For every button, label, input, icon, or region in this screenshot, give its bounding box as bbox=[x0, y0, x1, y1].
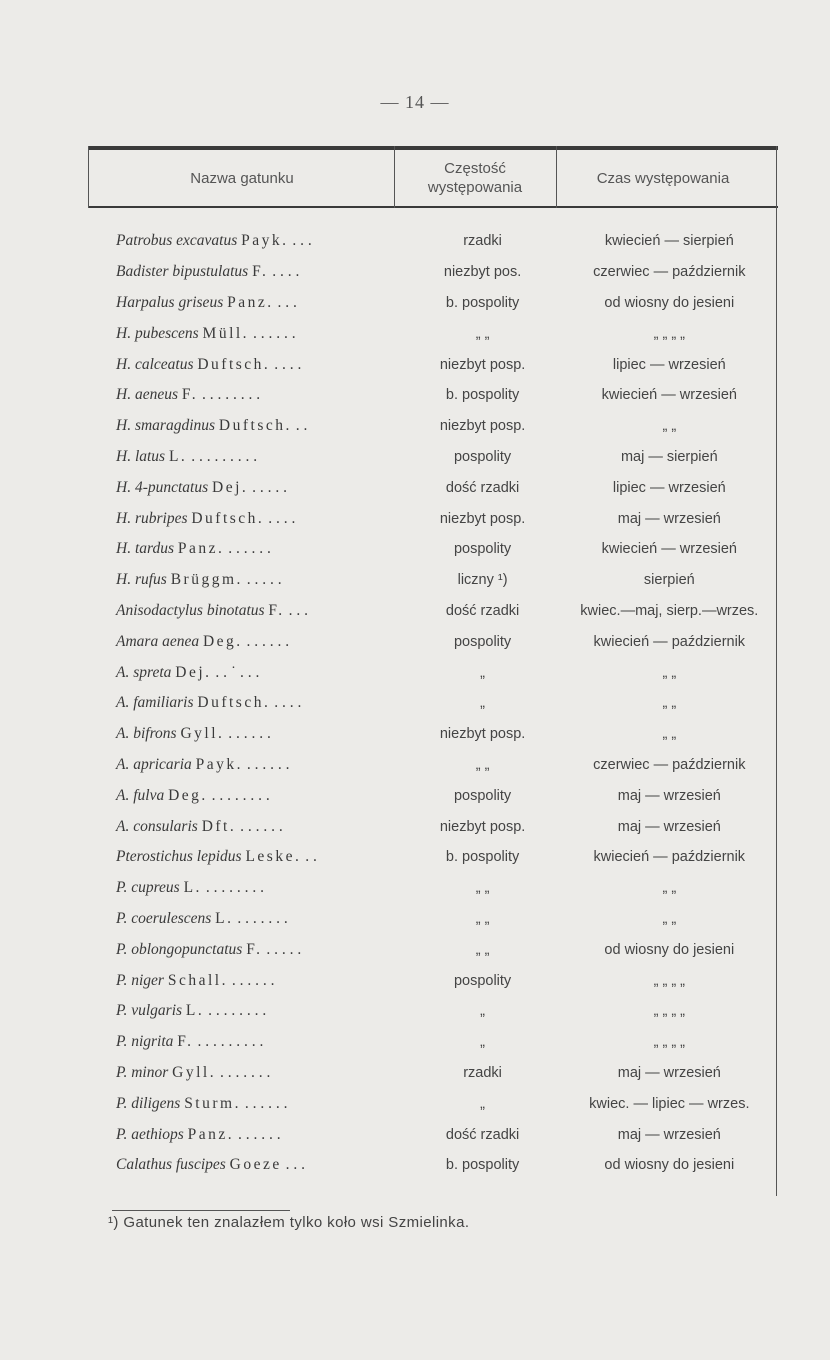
header-divider-2 bbox=[556, 146, 557, 208]
species-author: F. bbox=[252, 263, 269, 281]
species-frequency: b. pospolity bbox=[445, 1157, 520, 1174]
leader-dots: . . . . . . bbox=[224, 725, 271, 743]
header-frequency-line1: Częstość bbox=[444, 160, 506, 177]
species-genus: Calathus fuscipes bbox=[116, 1156, 226, 1174]
table-row bbox=[88, 1119, 778, 1150]
species-genus: A. apricaria bbox=[116, 755, 192, 773]
table-row bbox=[88, 1027, 778, 1058]
leader-dots: . . . . . . . bbox=[233, 909, 288, 927]
table-row bbox=[88, 257, 778, 288]
species-time: od wiosny do jesieni bbox=[604, 941, 735, 958]
leader-dots: . . . . . . . . bbox=[201, 879, 264, 897]
species-name bbox=[88, 818, 405, 836]
table-row bbox=[88, 780, 778, 811]
species-name bbox=[88, 294, 405, 312]
species-time: od wiosny do jesieni bbox=[604, 1157, 735, 1174]
species-time: „ „ „ „ bbox=[653, 972, 686, 989]
species-author: Dft. bbox=[201, 817, 237, 835]
species-author: Panz. bbox=[227, 293, 274, 311]
species-genus: H. calceatus bbox=[116, 355, 194, 373]
species-frequency: „ bbox=[480, 1034, 485, 1051]
species-genus: P. diligens bbox=[116, 1094, 181, 1112]
species-time: kwiecień — wrzesień bbox=[601, 387, 737, 404]
species-frequency: „ bbox=[480, 1003, 485, 1020]
leader-dots: . . . . bbox=[268, 263, 300, 281]
species-author: L. bbox=[215, 909, 234, 927]
species-genus: H. pubescens bbox=[116, 324, 199, 342]
species-name bbox=[88, 232, 405, 250]
table-row bbox=[88, 1150, 778, 1181]
table-row bbox=[88, 565, 778, 596]
header-frequency bbox=[396, 159, 554, 197]
species-frequency: dość rzadki bbox=[445, 479, 520, 496]
species-genus: H. smaragdinus bbox=[116, 417, 216, 435]
species-author: Deg. bbox=[168, 786, 208, 804]
species-time: „ „ „ „ bbox=[653, 1034, 686, 1051]
species-genus: P. oblongopunctatus bbox=[116, 940, 243, 958]
table-row bbox=[88, 380, 778, 411]
leader-dots: . . . . . . bbox=[240, 1094, 288, 1112]
species-time: kwiecień — wrzesień bbox=[601, 541, 737, 558]
species-frequency: niezbyt posp. bbox=[439, 726, 526, 743]
header-frequency-line2: występowania bbox=[427, 179, 523, 196]
species-genus: Pterostichus lepidus bbox=[116, 848, 242, 866]
leader-dots: . . . . . . . . bbox=[207, 786, 270, 804]
leader-dots: . . bbox=[301, 848, 317, 866]
species-time: czerwiec — październik bbox=[593, 756, 746, 773]
header-divider-1 bbox=[394, 146, 395, 208]
species-name bbox=[88, 664, 405, 682]
species-name bbox=[88, 325, 405, 343]
species-author: Müll. bbox=[202, 324, 250, 342]
leader-dots: . . . . bbox=[270, 355, 302, 373]
species-frequency: „ bbox=[480, 695, 485, 712]
leader-dots: . . . . . . bbox=[249, 324, 296, 342]
species-genus: A. familiaris bbox=[116, 694, 194, 712]
species-time: kwiecień — październik bbox=[593, 633, 746, 650]
species-time: czerwiec — październik bbox=[593, 264, 746, 281]
leader-dots: . . . . . bbox=[262, 940, 302, 958]
species-author: L. bbox=[168, 447, 188, 465]
species-time: „ „ bbox=[662, 418, 677, 435]
species-genus: H. 4-punctatus bbox=[116, 478, 209, 496]
species-author: Gyll. bbox=[172, 1063, 217, 1081]
species-name bbox=[88, 1033, 405, 1051]
species-name bbox=[88, 910, 405, 928]
table-row bbox=[88, 226, 778, 257]
species-time: „ „ bbox=[662, 695, 677, 712]
species-frequency: pospolity bbox=[453, 448, 512, 465]
species-genus: H. rubripes bbox=[116, 509, 188, 527]
leader-dots: . . . . . . bbox=[236, 817, 283, 835]
footnote-marker: ¹) bbox=[108, 1214, 119, 1231]
species-name bbox=[88, 263, 405, 281]
table-row bbox=[88, 934, 778, 965]
table-row bbox=[88, 472, 778, 503]
species-author: Payk. bbox=[241, 232, 289, 250]
leader-dots: . . . bbox=[284, 601, 308, 619]
species-genus: Badister bipustulatus bbox=[116, 263, 249, 281]
species-time: „ „ bbox=[662, 880, 677, 897]
footnote bbox=[108, 1214, 469, 1231]
species-frequency: pospolity bbox=[453, 633, 512, 650]
table-row bbox=[88, 873, 778, 904]
species-author: Duftsch. bbox=[191, 509, 265, 527]
leader-dots: . . . bbox=[281, 1156, 306, 1174]
species-frequency: b. pospolity bbox=[445, 387, 520, 404]
species-name bbox=[88, 633, 405, 651]
species-name bbox=[88, 417, 405, 435]
leader-dots: . . . . . . . bbox=[216, 1063, 271, 1081]
species-author: Panz. bbox=[177, 540, 225, 558]
species-genus: P. nigrita bbox=[116, 1033, 174, 1051]
species-author: Sturm. bbox=[184, 1094, 241, 1112]
species-frequency: b. pospolity bbox=[445, 849, 520, 866]
species-author: Dej. bbox=[175, 663, 212, 681]
species-author: Deg. bbox=[202, 632, 243, 650]
leader-dots: . . . . . . bbox=[224, 540, 271, 558]
table-row bbox=[88, 657, 778, 688]
table-row bbox=[88, 842, 778, 873]
species-frequency: niezbyt posp. bbox=[439, 818, 526, 835]
species-author: Duftsch. bbox=[197, 355, 271, 373]
leader-dots: . . . . . . . . bbox=[204, 1002, 267, 1020]
table-row bbox=[88, 318, 778, 349]
footnote-text: Gatunek ten znalazłem tylko koło wsi Szmielinka. bbox=[123, 1214, 470, 1231]
leader-dots: . . . bbox=[288, 232, 312, 250]
species-author: Payk. bbox=[195, 755, 244, 773]
species-name bbox=[88, 941, 405, 959]
species-frequency: liczny ¹) bbox=[457, 572, 508, 589]
species-name bbox=[88, 725, 405, 743]
species-genus: A. spreta bbox=[116, 663, 172, 681]
table-row bbox=[88, 688, 778, 719]
species-author: Leske. bbox=[245, 848, 302, 866]
species-name bbox=[88, 848, 405, 866]
table-row bbox=[88, 626, 778, 657]
species-frequency: niezbyt posp. bbox=[439, 418, 526, 435]
header-name: Nazwa gatunku bbox=[190, 169, 294, 187]
species-name bbox=[88, 694, 405, 712]
species-genus: P. aethiops bbox=[116, 1125, 184, 1143]
species-frequency: dość rzadki bbox=[445, 1126, 520, 1143]
leader-dots: . . bbox=[291, 417, 308, 435]
species-genus: P. coerulescens bbox=[116, 909, 212, 927]
leader-dots: . . . . . . bbox=[242, 632, 290, 650]
table-row bbox=[88, 596, 778, 627]
species-author: Panz. bbox=[187, 1125, 235, 1143]
species-author: F. bbox=[246, 940, 263, 958]
leader-dots: . . . . . . . . . bbox=[193, 1033, 264, 1051]
species-frequency: niezbyt posp. bbox=[439, 510, 526, 527]
species-name bbox=[88, 448, 405, 466]
species-author: F. bbox=[181, 386, 199, 404]
species-author: Schall. bbox=[167, 971, 228, 989]
species-frequency: „ „ bbox=[475, 325, 490, 342]
leader-dots: . . . . . . bbox=[234, 1125, 281, 1143]
species-frequency: niezbyt pos. bbox=[443, 264, 522, 281]
species-genus: A. bifrons bbox=[116, 725, 177, 743]
species-time: kwiec. — lipiec — wrzes. bbox=[589, 1095, 750, 1112]
header-time: Czas występowania bbox=[596, 169, 730, 187]
leader-dots: . . . . . . bbox=[227, 971, 275, 989]
species-name bbox=[88, 356, 405, 374]
species-genus: P. vulgaris bbox=[116, 1002, 183, 1020]
species-author: F. bbox=[177, 1033, 194, 1051]
species-time: lipiec — wrzesień bbox=[612, 356, 726, 373]
species-author: F. bbox=[268, 601, 285, 619]
table-row bbox=[88, 811, 778, 842]
species-name bbox=[88, 1126, 405, 1144]
table-right-border bbox=[776, 146, 777, 1196]
leader-dots: . . . . . bbox=[248, 478, 288, 496]
leader-dots: . . . . . . bbox=[243, 755, 290, 773]
species-time: „ „ „ „ bbox=[653, 325, 686, 342]
leader-dots: . . . . . . . . . bbox=[187, 447, 258, 465]
table-row bbox=[88, 442, 778, 473]
species-frequency: „ „ bbox=[475, 756, 490, 773]
species-time: kwiecień — październik bbox=[593, 849, 746, 866]
species-time: maj — wrzesień bbox=[617, 510, 721, 527]
species-time: „ „ „ „ bbox=[653, 1003, 686, 1020]
table-row bbox=[88, 965, 778, 996]
species-genus: Harpalus griseus bbox=[116, 293, 224, 311]
species-name bbox=[88, 756, 405, 774]
species-name bbox=[88, 540, 405, 558]
leader-dots: . . . . bbox=[270, 694, 302, 712]
header-divider-left bbox=[88, 146, 89, 208]
table-row bbox=[88, 534, 778, 565]
species-author: Duftsch. bbox=[197, 694, 271, 712]
page-number: — 14 — bbox=[380, 92, 450, 112]
species-frequency: rzadki bbox=[463, 233, 502, 250]
table-row bbox=[88, 503, 778, 534]
species-genus: Patrobus excavatus bbox=[116, 232, 238, 250]
table-row bbox=[88, 288, 778, 319]
table-row bbox=[88, 411, 778, 442]
species-frequency: pospolity bbox=[453, 787, 512, 804]
species-name bbox=[88, 571, 405, 589]
species-frequency: rzadki bbox=[463, 1064, 502, 1081]
species-author: Gyll. bbox=[180, 725, 225, 743]
species-genus: Anisodactylus binotatus bbox=[116, 601, 265, 619]
species-name bbox=[88, 602, 405, 620]
species-name bbox=[88, 1002, 405, 1020]
leader-dots: . . ˙ . . . bbox=[211, 663, 260, 681]
table-row bbox=[88, 719, 778, 750]
species-genus: A. consularis bbox=[116, 817, 198, 835]
species-author: Duftsch. bbox=[218, 417, 292, 435]
species-frequency: dość rzadki bbox=[445, 602, 520, 619]
species-name bbox=[88, 510, 405, 528]
species-frequency: „ „ bbox=[475, 880, 490, 897]
species-genus: A. fulva bbox=[116, 786, 165, 804]
species-time: od wiosny do jesieni bbox=[604, 294, 735, 311]
footnote-rule bbox=[112, 1210, 290, 1211]
species-frequency: pospolity bbox=[453, 972, 512, 989]
species-genus: P. minor bbox=[116, 1063, 169, 1081]
table-row bbox=[88, 1088, 778, 1119]
species-genus: Amara aenea bbox=[116, 632, 200, 650]
species-time: maj — wrzesień bbox=[617, 787, 721, 804]
species-time: maj — wrzesień bbox=[617, 1126, 721, 1143]
species-time: „ „ bbox=[662, 726, 677, 743]
species-time: sierpień bbox=[643, 572, 695, 589]
leader-dots: . . . . . bbox=[242, 571, 282, 589]
species-genus: H. rufus bbox=[116, 571, 167, 589]
species-name bbox=[88, 1064, 405, 1082]
species-time: „ „ bbox=[662, 910, 677, 927]
leader-dots: . . . . bbox=[264, 509, 296, 527]
species-name bbox=[88, 879, 405, 897]
table-row bbox=[88, 750, 778, 781]
species-author: Brüggm. bbox=[170, 571, 243, 589]
species-name bbox=[88, 972, 405, 990]
species-name bbox=[88, 386, 405, 404]
species-genus: P. cupreus bbox=[116, 879, 180, 897]
species-author: Goeze bbox=[229, 1156, 282, 1174]
species-genus: P. niger bbox=[116, 971, 164, 989]
species-frequency: „ bbox=[480, 664, 485, 681]
species-time: maj — wrzesień bbox=[617, 1064, 721, 1081]
species-author: Dej. bbox=[212, 478, 249, 496]
species-table bbox=[88, 146, 778, 1181]
leader-dots: . . . . . . . . bbox=[198, 386, 261, 404]
species-name bbox=[88, 479, 405, 497]
species-frequency: niezbyt posp. bbox=[439, 356, 526, 373]
species-frequency: „ „ bbox=[475, 941, 490, 958]
species-frequency: b. pospolity bbox=[445, 294, 520, 311]
species-author: L. bbox=[183, 879, 202, 897]
table-row bbox=[88, 996, 778, 1027]
species-time: kwiecień — sierpień bbox=[604, 233, 734, 250]
species-genus: H. latus bbox=[116, 447, 166, 465]
table-row bbox=[88, 1058, 778, 1089]
species-genus: H. tardus bbox=[116, 540, 174, 558]
leader-dots: . . . bbox=[273, 293, 297, 311]
species-author: L. bbox=[185, 1002, 205, 1020]
species-frequency: „ „ bbox=[475, 910, 490, 927]
species-name bbox=[88, 787, 405, 805]
table-row bbox=[88, 349, 778, 380]
species-name bbox=[88, 1156, 405, 1174]
species-time: maj — sierpień bbox=[620, 448, 718, 465]
species-time: maj — wrzesień bbox=[617, 818, 721, 835]
species-time: kwiec.—maj, sierp.—wrzes. bbox=[580, 602, 759, 619]
species-name bbox=[88, 1095, 405, 1113]
table-body bbox=[88, 208, 778, 1181]
table-header bbox=[88, 150, 778, 208]
table-row bbox=[88, 904, 778, 935]
species-time: „ „ bbox=[662, 664, 677, 681]
species-genus: H. aeneus bbox=[116, 386, 178, 404]
species-frequency: „ bbox=[480, 1095, 485, 1112]
species-frequency: pospolity bbox=[453, 541, 512, 558]
species-time: lipiec — wrzesień bbox=[612, 479, 726, 496]
